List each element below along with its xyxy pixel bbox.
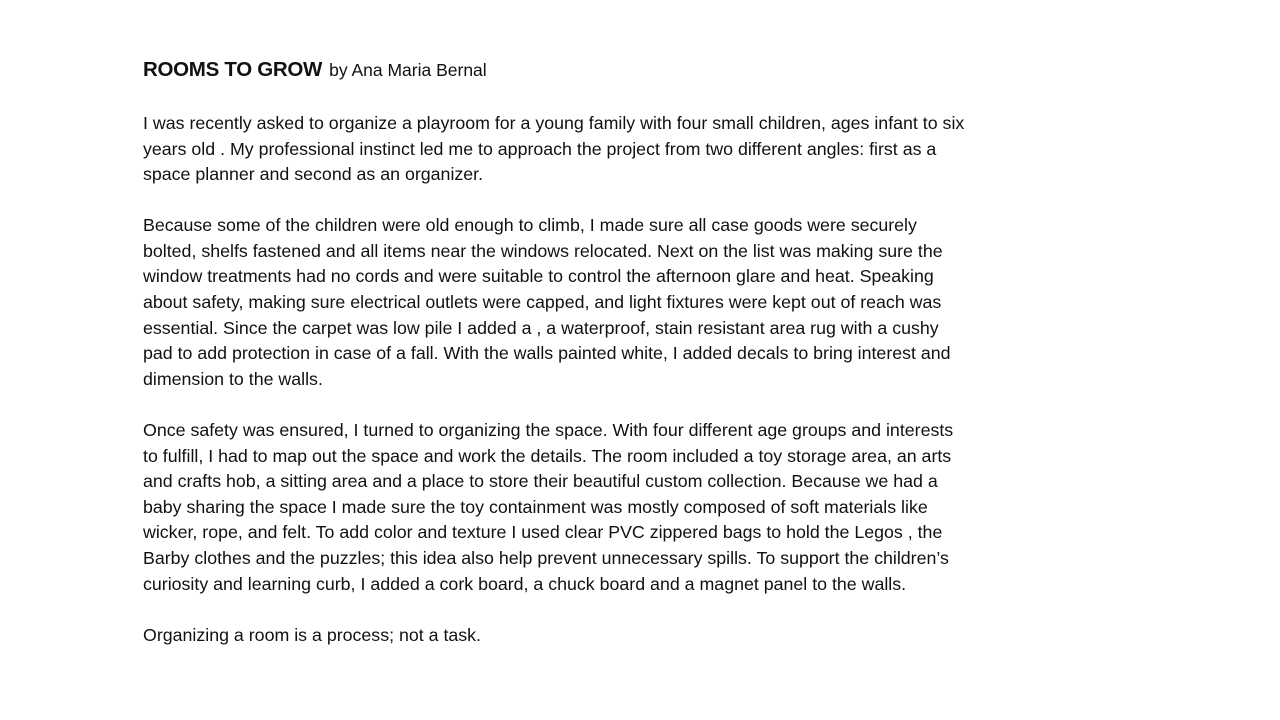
text-line: Organizing a room is a process; not a task.	[143, 624, 482, 645]
text-line: dimension to the walls.	[143, 368, 323, 389]
author-byline: by Ana Maria Bernal	[329, 60, 487, 80]
text-line: wicker, rope, and felt. To add color and texture I used clear PVC zippered bags to hold the Legos , the	[143, 522, 943, 543]
document-body	[143, 56, 1103, 674]
text-line: about safety, making sure electrical outlets were capped, and light fixtures were kept out of reach was	[143, 292, 942, 313]
text-line: Because some of the children were old enough to climb, I made sure all case goods were securely	[143, 215, 917, 236]
text-line: years old . My professional instinct led me to approach the project from two different angles: first as a	[143, 138, 937, 159]
paragraph-closing	[143, 623, 1103, 649]
text-line: I was recently asked to organize a playroom for a young family with four small children, ages infant to six	[143, 113, 965, 133]
text-line: window treatments had no cords and were suitable to control the afternoon glare and heat. Speaking	[143, 266, 934, 287]
text-line: baby sharing the space I made sure the toy containment was mostly composed of soft materials like	[143, 496, 928, 517]
title-line	[143, 56, 1103, 86]
paragraph-intro	[143, 111, 1103, 188]
text-line: Barby clothes and the puzzles; this idea also help prevent unnecessary spills. To support the children’s	[143, 547, 949, 568]
text-line: pad to add protection in case of a fall. With the walls painted white, I added decals to bring interest and	[143, 343, 951, 364]
text-line: essential. Since the carpet was low pile I added a , a waterproof, stain resistant area rug with a cushy	[143, 317, 939, 338]
text-line: curiosity and learning curb, I added a cork board, a chuck board and a magnet panel to the walls.	[143, 573, 907, 594]
text-line: to fulfill, I had to map out the space and work the details. The room included a toy storage area, an arts	[143, 445, 952, 466]
text-line: and crafts hob, a sitting area and a place to store their beautiful custom collection. Because we had a	[143, 471, 938, 492]
text-line: bolted, shelfs fastened and all items near the windows relocated. Next on the list was making sure the	[143, 240, 943, 261]
text-line: space planner and second as an organizer.	[143, 164, 484, 185]
text-line: Once safety was ensured, I turned to organizing the space. With four different age groups and interests	[143, 419, 954, 440]
paragraph-organizing	[143, 418, 1103, 597]
document-title: ROOMS TO GROW	[143, 58, 323, 81]
paragraph-safety	[143, 213, 1103, 392]
